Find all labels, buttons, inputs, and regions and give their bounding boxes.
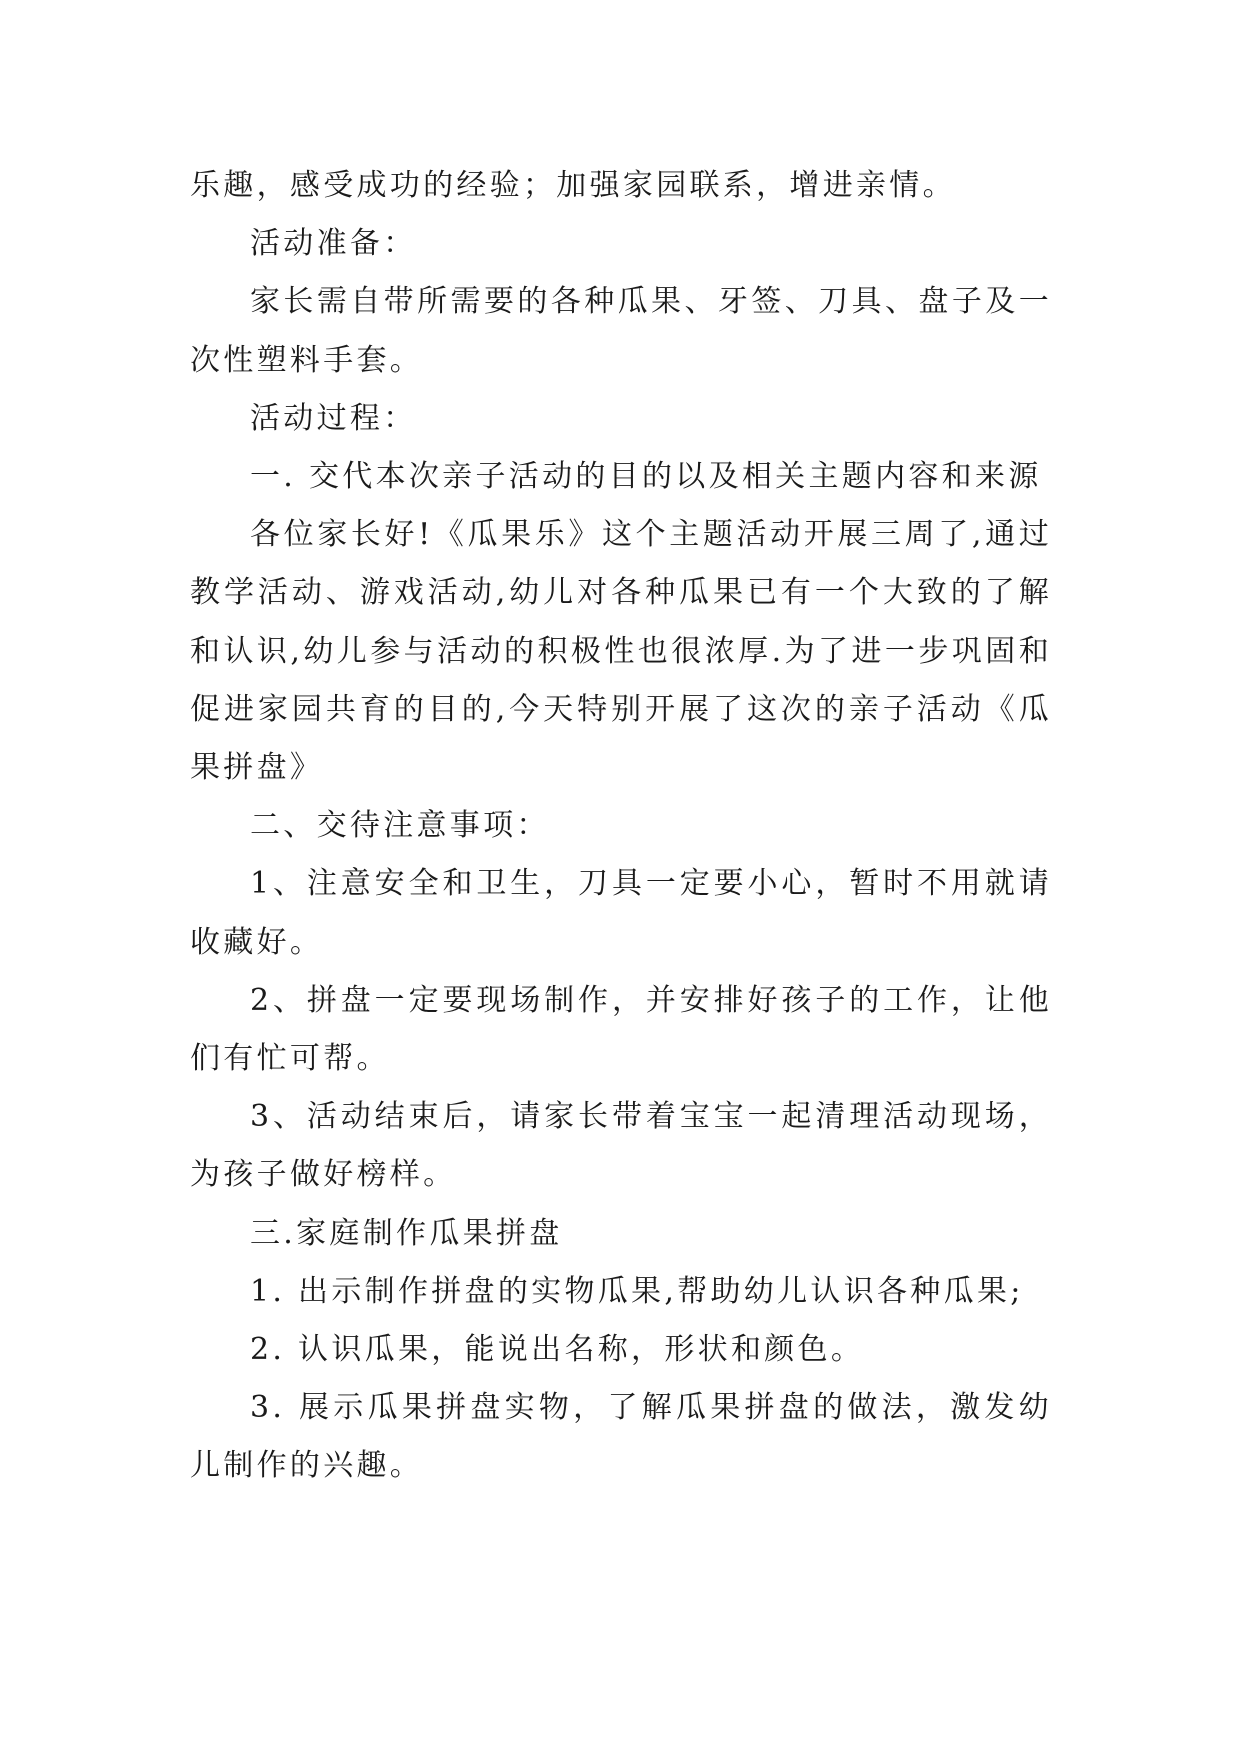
paragraph-goal-continued: 乐趣，感受成功的经验；加强家园联系，增进亲情。	[190, 168, 956, 203]
section-one-heading: 一. 交代本次亲子活动的目的以及相关主题内容和来源	[250, 459, 1042, 495]
document-body	[190, 157, 1052, 1496]
notice-item-3: 3、活动结束后，请家长带着宝宝一起清理活动现场，为孩子做好榜样。	[190, 1099, 1052, 1193]
step-item-2: 2. 认识瓜果，能说出名称，形状和颜色。	[250, 1332, 865, 1368]
heading-activity-preparation: 活动准备：	[250, 226, 417, 262]
section-three-heading: 三.家庭制作瓜果拼盘	[250, 1215, 563, 1251]
notice-item-1: 1、注意安全和卫生，刀具一定要小心，暂时不用就请收藏好。	[190, 866, 1052, 960]
paragraph-greeting: 各位家长好!《瓜果乐》这个主题活动开展三周了,通过教学活动、游戏活动,幼儿对各种瓜果已有一个大致的了解和认识,幼儿参与活动的积极性也很浓厚.为了进一步巩固和促进家园共育的目的,今天特别开展了这次的亲子活动《瓜果拼盘》	[190, 517, 1052, 786]
step-item-1: 1. 出示制作拼盘的实物瓜果,帮助幼儿认识各种瓜果;	[250, 1273, 1024, 1309]
step-item-3: 3. 展示瓜果拼盘实物，了解瓜果拼盘的做法，激发幼儿制作的兴趣。	[190, 1390, 1052, 1484]
paragraph-preparation-items: 家长需自带所需要的各种瓜果、牙签、刀具、盘子及一次性塑料手套。	[190, 284, 1052, 378]
section-two-heading: 二、交待注意事项：	[250, 808, 550, 844]
heading-activity-process: 活动过程：	[250, 400, 417, 436]
notice-item-2: 2、拼盘一定要现场制作，并安排好孩子的工作，让他们有忙可帮。	[190, 982, 1052, 1077]
